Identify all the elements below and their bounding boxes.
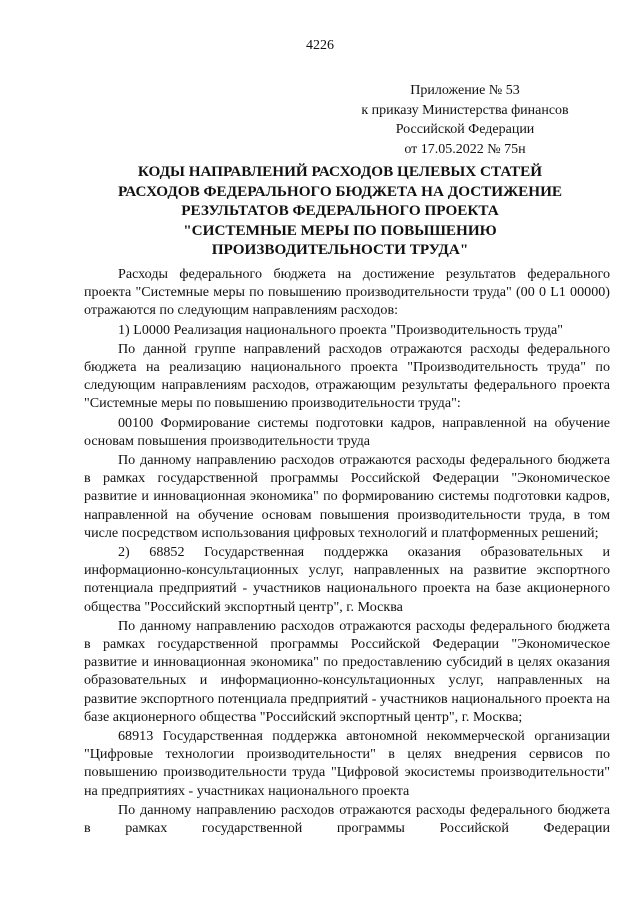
appendix-country: Российской Федерации	[395, 122, 535, 137]
appendix-date: от 17.05.2022 № 75н	[404, 141, 526, 157]
paragraph-description: По данной группе направлений расходов отражаются расходы федерального бюджета на реализацию национального проекта "Производительность труда" по следующим направлениям расходов, отражающим результаты федерального проекта "Системные меры по повышению производительности труда":	[84, 340, 610, 412]
title-line: КОДЫ НАПРАВЛЕНИЙ РАСХОДОВ ЦЕЛЕВЫХ СТАТЕЙ	[137, 163, 543, 180]
paragraph-code-68913: 68913 Государственная поддержка автономной некоммерческой организации "Цифровые технологии производительности" в целях внедрения сервисов по повышению производительности труда "Цифровой экосистемы производительности" на предприятиях - участниках национального проекта	[84, 728, 610, 799]
title-line: РЕЗУЛЬТАТОВ ФЕДЕРАЛЬНОГО ПРОЕКТА	[181, 202, 499, 220]
paragraph-description: По данному направлению расходов отражаются расходы федерального бюджета в рамках государственной программы Российской Федерации "Экономическое развитие и инновационная экономика" по формированию системы подготовки кадров, направленной на обучение основам повышения производительности труда, в том числе посредством использования цифровых технологий и платформенных решений;	[84, 452, 610, 541]
paragraph-description: По данному направлению расходов отражаются расходы федерального бюджета в рамках государственной программы Российской Федерации "Экономическое развитие и инновационная экономика" по предоставлению субсидий в целях оказания образовательных и информационно-консультационных услуг, направленных на развитие экспортного потенциала предприятий - участников национального проекта на базе акционерного общества "Российский экспортный центр", г. Москва;	[84, 617, 610, 725]
appendix-order-ref: к приказу Министерства финансов	[361, 102, 569, 118]
appendix-number: Приложение № 53	[410, 83, 520, 98]
paragraph-code-00100: 00100 Формирование системы подготовки кадров, направленной на обучение основам повышения производительности труда	[84, 414, 610, 449]
appendix-reference	[330, 81, 600, 159]
title-line: "СИСТЕМНЫЕ МЕРЫ ПО ПОВЫШЕНИЮ	[183, 221, 497, 239]
document-title	[60, 162, 620, 260]
paragraph-intro: Расходы федерального бюджета на достижение результатов федерального проекта "Системные меры по повышению производительности труда" (00 0 L1 00000) отражаются по следующим направлениям расходов:	[84, 266, 610, 319]
title-line: ПРОИЗВОДИТЕЛЬНОСТИ ТРУДА"	[211, 241, 469, 259]
title-line: РАСХОДОВ ФЕДЕРАЛЬНОГО БЮДЖЕТА НА ДОСТИЖЕНИЕ	[117, 182, 563, 200]
document-body	[84, 265, 610, 838]
paragraph-description: По данному направлению расходов отражаются расходы федерального бюджета в рамках государственной программы Российской Федерации	[84, 801, 610, 837]
paragraph-item-2: 2) 68852 Государственная поддержка оказания образовательных и информационно-консультационных услуг, направленных на развитие экспортного потенциала предприятий - участников национального проекта на базе акционерного общества "Российский экспортный центр", г. Москва	[84, 544, 610, 615]
page-number: 4226	[306, 38, 334, 53]
paragraph-item-1: 1) L0000 Реализация национального проекта "Производительность труда"	[118, 321, 564, 338]
